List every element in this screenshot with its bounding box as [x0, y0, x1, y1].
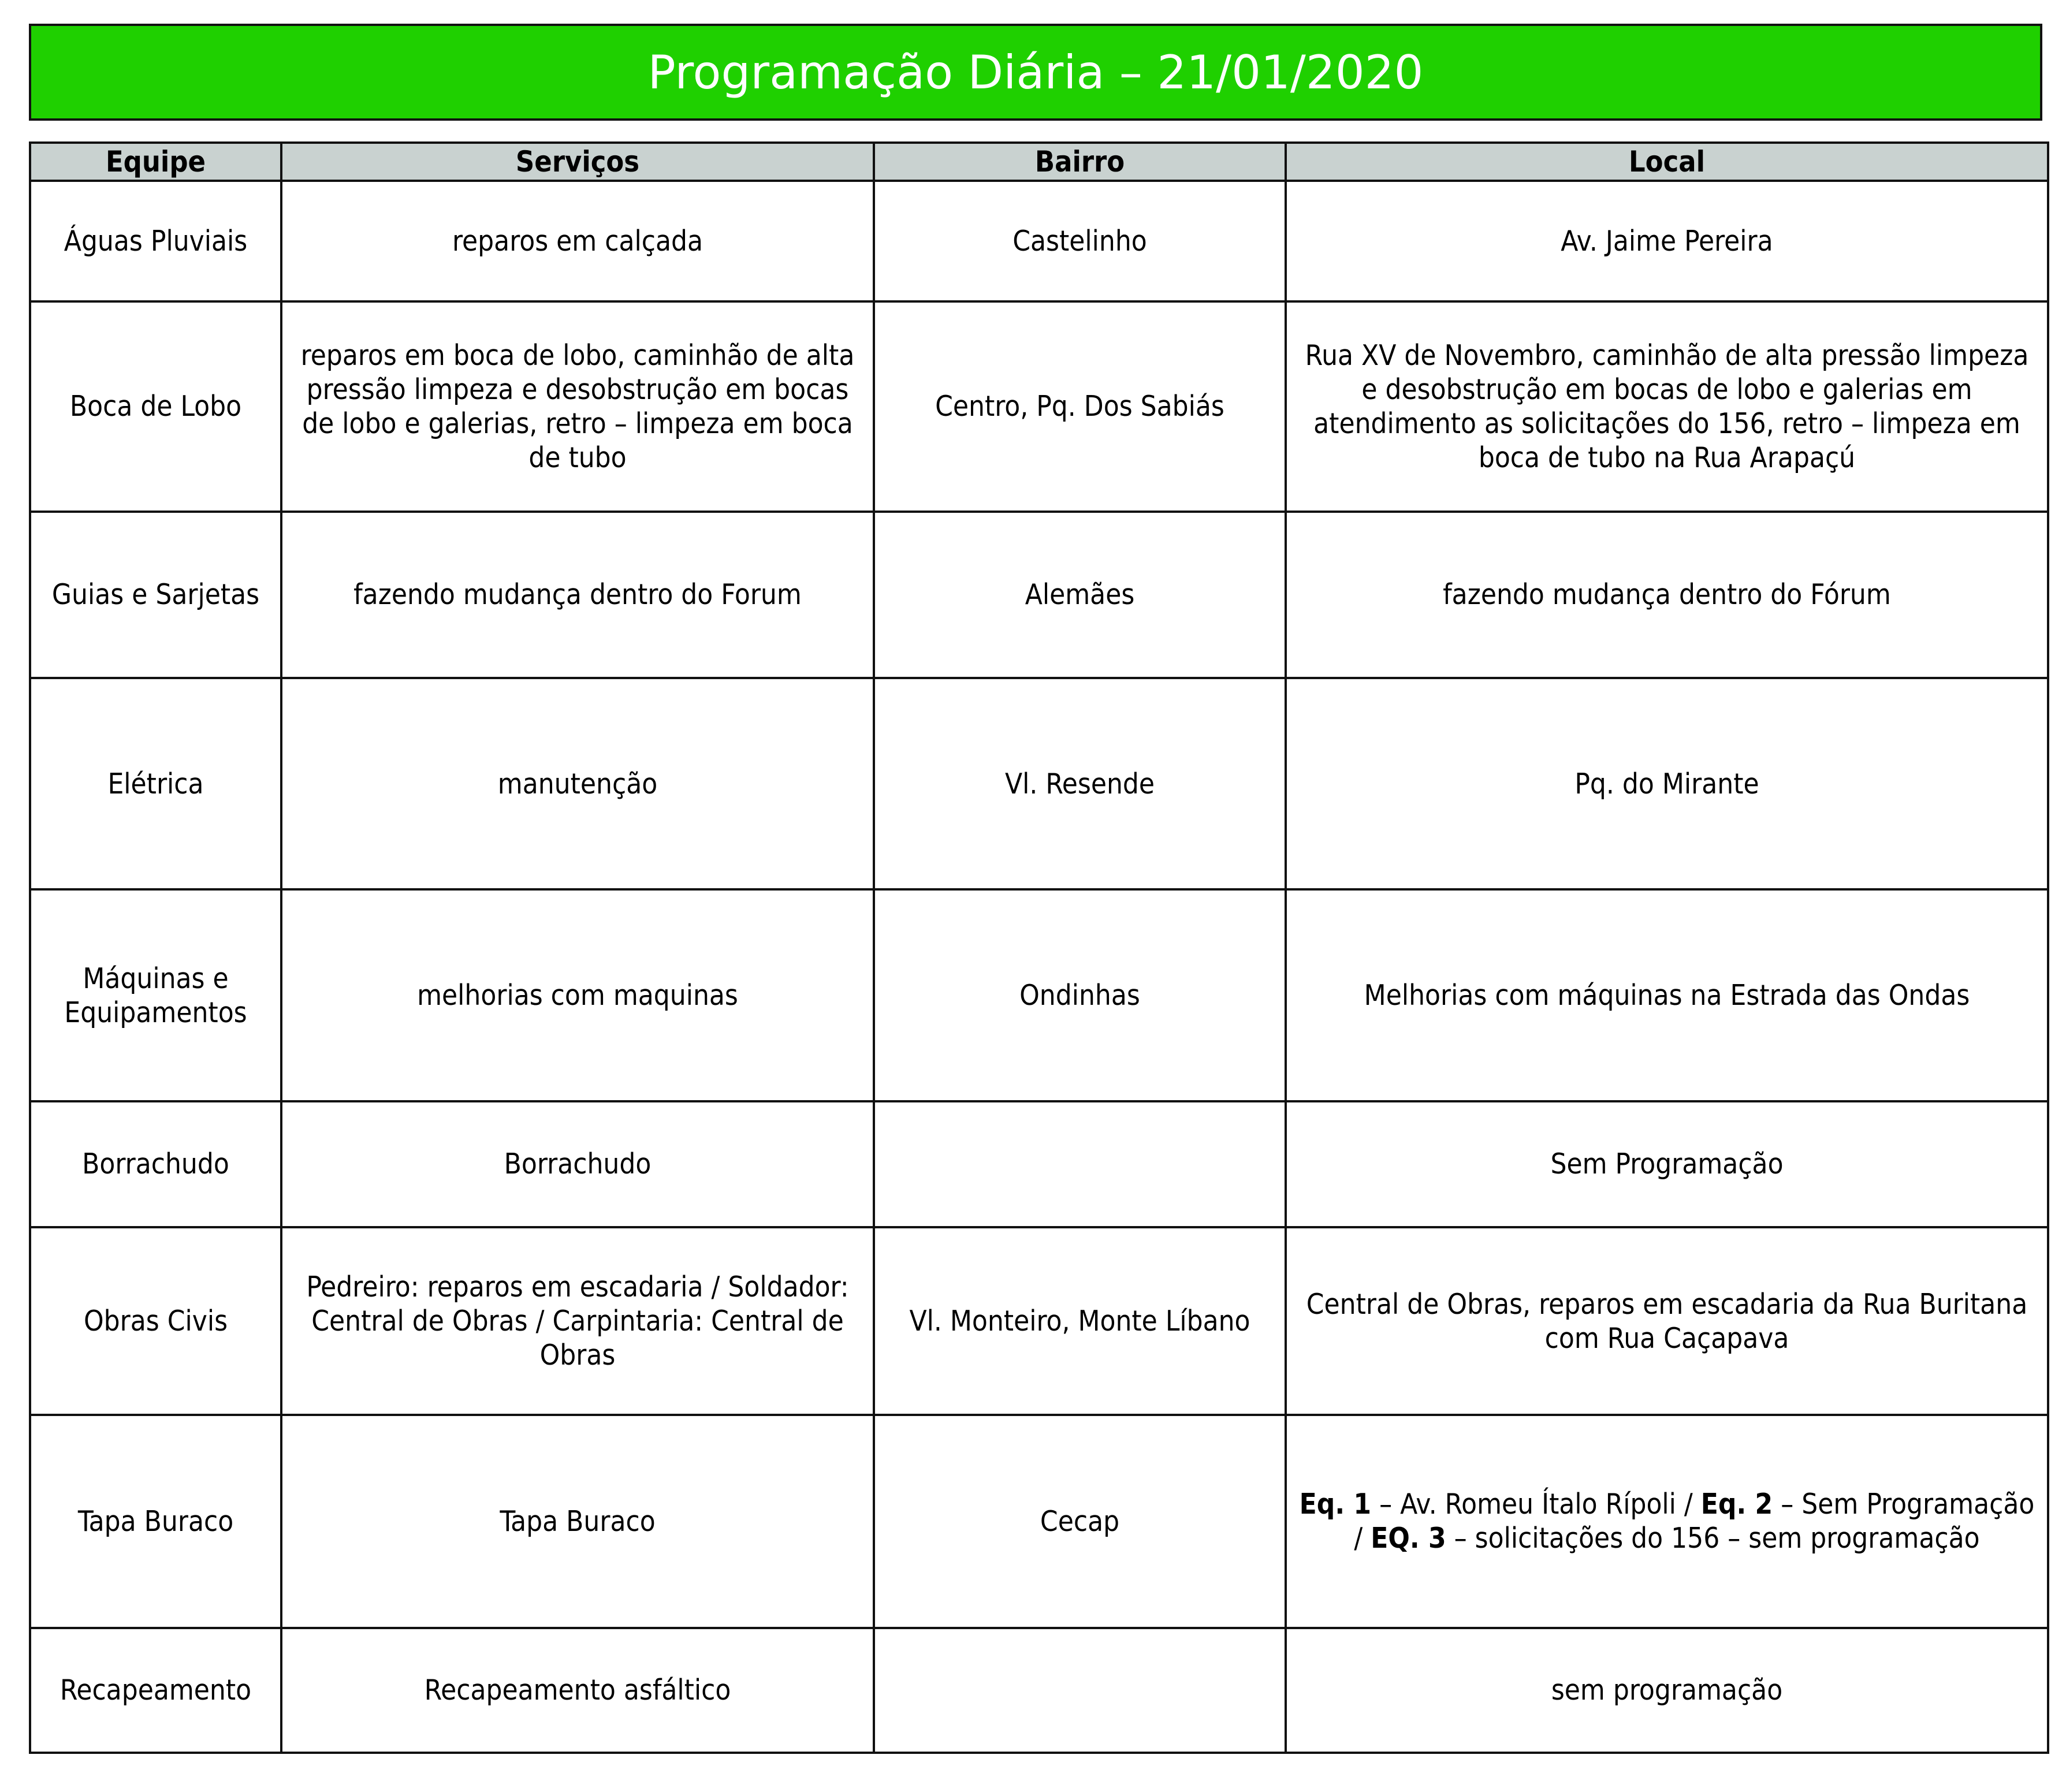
- team-label: Eq. 1: [1299, 1488, 1372, 1521]
- cell-servicos: fazendo mudança dentro do Forum: [281, 512, 874, 678]
- table-row: [30, 181, 2048, 301]
- table-row: [30, 889, 2048, 1101]
- column-header-bairro: Bairro: [874, 143, 1286, 181]
- table-row: [30, 1415, 2048, 1627]
- team-label: EQ. 3: [1371, 1522, 1446, 1555]
- table-row: [30, 1227, 2048, 1415]
- cell-bairro: [874, 1101, 1286, 1227]
- cell-local: Sem Programação: [1286, 1101, 2048, 1227]
- table-row: [30, 301, 2048, 511]
- cell-bairro: Vl. Monteiro, Monte Líbano: [874, 1227, 1286, 1415]
- cell-equipe: Boca de Lobo: [30, 301, 281, 511]
- team-detail: – Av. Romeu Ítalo Rípoli /: [1371, 1488, 1701, 1521]
- column-header-local: Local: [1286, 143, 2048, 181]
- cell-servicos: Recapeamento asfáltico: [281, 1628, 874, 1753]
- cell-servicos: Pedreiro: reparos em escadaria / Soldador: Central de Obras / Carpintaria: Central de Obras: [281, 1227, 874, 1415]
- cell-local: Rua XV de Novembro, caminhão de alta pressão limpeza e desobstrução em bocas de lobo e galerias em atendimento as solicitações do 156, retro – limpeza em boca de tubo na Rua Arapaçú: [1286, 301, 2048, 511]
- cell-local: Melhorias com máquinas na Estrada das Ondas: [1286, 889, 2048, 1101]
- cell-equipe: Borrachudo: [30, 1101, 281, 1227]
- cell-servicos: Borrachudo: [281, 1101, 874, 1227]
- cell-bairro: Vl. Resende: [874, 678, 1286, 889]
- team-detail: – solicitações do 156 – sem programação: [1446, 1522, 1980, 1555]
- cell-local: Av. Jaime Pereira: [1286, 181, 2048, 301]
- cell-equipe: Obras Civis: [30, 1227, 281, 1415]
- cell-equipe: Máquinas e Equipamentos: [30, 889, 281, 1101]
- cell-equipe: Guias e Sarjetas: [30, 512, 281, 678]
- cell-bairro: Alemães: [874, 512, 1286, 678]
- cell-local: Central de Obras, reparos em escadaria da Rua Buritana com Rua Caçapava: [1286, 1227, 2048, 1415]
- cell-local: [1286, 1415, 2048, 1627]
- cell-servicos: reparos em calçada: [281, 181, 874, 301]
- cell-bairro: Ondinhas: [874, 889, 1286, 1101]
- table-row: [30, 678, 2048, 889]
- cell-servicos: reparos em boca de lobo, caminhão de alta pressão limpeza e desobstrução em bocas de lobo e galerias, retro – limpeza em boca de tubo: [281, 301, 874, 511]
- team-detail: – Sem Programação /: [1354, 1488, 2035, 1555]
- cell-bairro: Castelinho: [874, 181, 1286, 301]
- header-row: [30, 143, 2048, 181]
- page-title: Programação Diária – 21/01/2020: [647, 45, 1424, 99]
- cell-local: fazendo mudança dentro do Fórum: [1286, 512, 2048, 678]
- cell-servicos: Tapa Buraco: [281, 1415, 874, 1627]
- team-label: Eq. 2: [1700, 1488, 1773, 1521]
- table-row: [30, 1628, 2048, 1753]
- cell-bairro: Centro, Pq. Dos Sabiás: [874, 301, 1286, 511]
- cell-servicos: manutenção: [281, 678, 874, 889]
- cell-equipe: Elétrica: [30, 678, 281, 889]
- cell-servicos: melhorias com maquinas: [281, 889, 874, 1101]
- cell-local: sem programação: [1286, 1628, 2048, 1753]
- table-row: [30, 512, 2048, 678]
- cell-bairro: [874, 1628, 1286, 1753]
- column-header-equipe: Equipe: [30, 143, 281, 181]
- table-row: [30, 1101, 2048, 1227]
- title-banner: [29, 24, 2042, 121]
- cell-local: Pq. do Mirante: [1286, 678, 2048, 889]
- cell-bairro: Cecap: [874, 1415, 1286, 1627]
- schedule-table: [29, 141, 2049, 1754]
- cell-equipe: Tapa Buraco: [30, 1415, 281, 1627]
- cell-equipe: Águas Pluviais: [30, 181, 281, 301]
- column-header-servicos: Serviços: [281, 143, 874, 181]
- cell-equipe: Recapeamento: [30, 1628, 281, 1753]
